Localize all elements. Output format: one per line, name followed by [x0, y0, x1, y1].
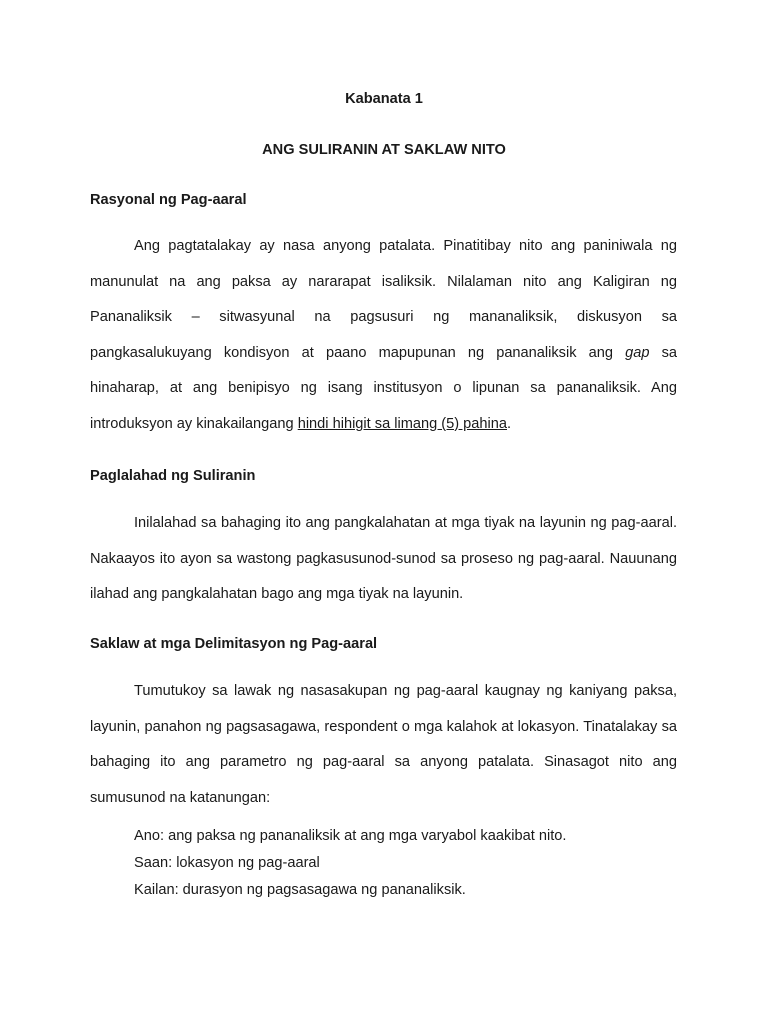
paragraph-saklaw: Tumutukoy sa lawak ng nasasakupan ng pag-aaral kaugnay ng kaniyang paksa, layunin, panahon ng pagsasagawa, respondent o mga kalahok at lokasyon. Tinatalakay sa bahaging ito ang parametro ng pag-aaral sa anyong patalata. Sinasagot nito ang sumusunod na katanungan: [90, 683, 677, 806]
section-heading-rasyonal: Rasyonal ng Pag-aaral [90, 192, 247, 208]
italic-term: gap [625, 344, 650, 361]
section-heading-paglalahad: Paglalahad ng Suliranin [90, 468, 256, 484]
list-item: Ano: ang paksa ng pananaliksik at ang mga varyabol kaakibat nito. [134, 828, 567, 844]
question-list [134, 823, 566, 904]
section-heading-saklaw: Saklaw at mga Delimitasyon ng Pag-aaral [90, 636, 378, 652]
paragraph-paglalahad: Inilalahad sa bahaging ito ang pangkalahatan at mga tiyak na layunin ng pag-aaral. Nakaayos ito ayon sa wastong pagkasusunod-sunod sa proseso ng pag-aaral. Nauunang ilahad ang pangkalahatan bago ang mga tiyak na layunin. [90, 515, 677, 603]
list-item: Saan: lokasyon ng pag-aaral [134, 855, 320, 871]
paragraph-rasyonal [90, 229, 677, 443]
chapter-title: ANG SULIRANIN AT SAKLAW NITO [262, 142, 506, 158]
paragraph-text: sa hinaharap, at ang benipisyo ng isang institusyon o lipunan sa pananaliksik. Ang introduksyon ay kinakailangang [90, 344, 677, 432]
list-item: Kailan: durasyon ng pagsasagawa ng pananaliksik. [134, 882, 466, 898]
underlined-text: hindi hihigit sa limang (5) pahina [297, 415, 508, 432]
chapter-label: Kabanata 1 [345, 91, 423, 107]
paragraph-text: Ang pagtatalakay ay nasa anyong patalata. Pinatitibay nito ang paniniwala ng manunulat na ang paksa ay nararapat isaliksik. Nilalaman nito ang Kaligiran ng Pananaliksik – sitwasyunal na pagsusuri ng mananaliksik, diskusyon sa pangkasalukuyang kondisyon at paano mapupunan ng pananaliksik ang [90, 238, 677, 361]
paragraph-text: . [507, 415, 512, 432]
